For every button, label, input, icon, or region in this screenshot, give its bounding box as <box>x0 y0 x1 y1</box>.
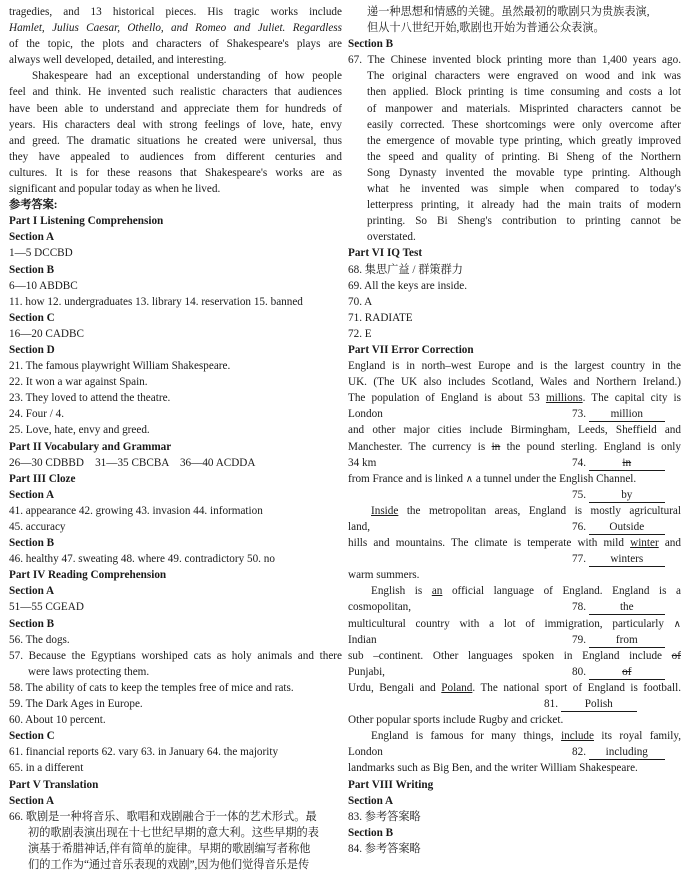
answer-line: 24. Four / 4. <box>9 408 65 421</box>
translation-line: The original characters were engraved on wood and ink was <box>367 70 681 83</box>
right-column <box>348 4 681 857</box>
correction-82: 82. including <box>572 744 665 760</box>
text-line: they have appealed to audiences from different centuries and <box>9 150 342 163</box>
passage-line: 34 km 74. in <box>348 455 681 471</box>
passage-line: cosmopolitan, 78. the <box>348 599 681 615</box>
translation-line: overstated. <box>367 231 416 244</box>
passage-line: Punjabi, 80. of <box>348 664 681 680</box>
part-heading: Part VI IQ Test <box>348 247 423 260</box>
text-line: Shakespeare had an exceptional understanding of how people <box>32 70 342 83</box>
passage-line: multicultural country with a lot of immigration, particularly ∧ <box>348 617 681 630</box>
answer-line: 57. Because the Egyptians worshiped cats as holy animals and there <box>9 649 342 662</box>
answer-line: 1—5 DCCBD <box>9 247 73 260</box>
error-word: winter <box>630 537 659 550</box>
part-heading: Part V Translation <box>9 778 99 791</box>
answer-line: 26—30 CDBBD 31—35 CBCBA 36—40 ACDDA <box>9 456 256 469</box>
answer-line: 72. E <box>348 327 372 340</box>
correction-81: 81. Polish <box>544 696 637 712</box>
passage-line: and other major cities include Birmingham, Leeds, Sheffield and <box>348 424 681 437</box>
section-heading: Section C <box>9 730 55 743</box>
translation-line: then applied. Block printing is time consuming and costs a lot <box>367 86 681 99</box>
translation-line: letterpress printing, it already had the main traits of modern <box>367 199 681 212</box>
section-heading: Section B <box>9 537 55 550</box>
passage-line: warm summers. <box>348 569 420 582</box>
passage-line: England is in north–west Europe and is the largest country in the <box>348 360 681 373</box>
passage-line: Other popular sports include Rugby and cricket. <box>348 714 564 727</box>
correction-78: 78. the <box>572 599 665 615</box>
answer-line: 23. They loved to attend the theatre. <box>9 392 171 405</box>
deleted-word: in <box>491 440 501 453</box>
answer-line: 56. The dogs. <box>9 633 70 646</box>
translation-line: Song Dynasty invented the movable type printing. Although <box>367 166 681 179</box>
section-heading: Section B <box>9 263 55 276</box>
answer-line: 69. All the keys are inside. <box>348 279 467 292</box>
correction-76: 76. Outside <box>572 519 665 535</box>
passage-line: hills and mountains. The climate is temperate with mild winter and <box>348 537 681 550</box>
error-word: an <box>431 585 443 598</box>
section-heading: Section C <box>9 311 55 324</box>
left-column <box>9 4 342 873</box>
text-line: have been able to understand and appreciate them for hundreds of <box>9 102 342 115</box>
text-line: significant and popular today as when he lived. <box>9 183 221 196</box>
text-line: always well developed, detailed, and interesting. <box>9 54 227 67</box>
translation-line: the emergence of movable type printing, which greatly improved <box>367 134 681 147</box>
correction-77: 77. winters <box>572 551 665 567</box>
correction-75: 75. by <box>572 487 665 503</box>
text-line: years. His characters deal with strong feelings of love, hate, envy <box>9 118 342 131</box>
answer-line: 61. financial reports 62. vary 63. in January 64. the majority <box>9 746 279 759</box>
answer-line: 22. It won a war against Spain. <box>9 376 148 389</box>
error-word: Inside <box>371 504 399 517</box>
section-heading: Section B <box>348 38 394 51</box>
insert-mark: ∧ <box>465 473 474 485</box>
error-word: Poland <box>441 681 473 694</box>
translation-line: printing. So Bi Sheng's contribution to printing cannot be <box>367 215 681 228</box>
translation-line: 演基于希腊神话,伴有简单的旋律。早期的歌剧编写者称他 <box>28 842 311 855</box>
answer-line: 83. 参考答案略 <box>348 810 421 823</box>
part-heading: Part I Listening Comprehension <box>9 215 164 228</box>
passage-line: England is famous for many things, include its royal family, <box>371 730 681 743</box>
passage-line: sub –continent. Other languages spoken in England include of <box>348 649 681 662</box>
section-heading: Section D <box>9 343 55 356</box>
text-line: Hamlet, Julius Caesar, Othello, and Romeo and Juliet. Regardless <box>9 22 342 35</box>
passage-line <box>348 551 681 567</box>
translation-line: 67. The Chinese invented block printing more than 1,400 years ago. <box>348 54 681 67</box>
passage-line: Inside the metropolitan areas, England is mostly agricultural <box>371 504 681 517</box>
answer-line: 59. The Dark Ages in Europe. <box>9 698 143 711</box>
passage-line: Urdu, Bengali and Poland. The national sport of England is football. <box>348 681 681 694</box>
passage-line: UK. (The UK also includes Scotland, Wales and Northern Ireland.) <box>348 376 681 389</box>
passage-line: London 82. including <box>348 744 681 760</box>
part-heading: Part IV Reading Comprehension <box>9 569 167 582</box>
text-line: cultures. It is for these reasons that Shakespeare's works are as <box>9 166 342 179</box>
answers-title: 参考答案: <box>9 199 58 212</box>
part-heading: Part VIII Writing <box>348 778 434 791</box>
error-word: include <box>561 730 594 743</box>
passage-line: English is an official language of England. England is a <box>371 585 681 598</box>
section-heading: Section A <box>9 794 55 807</box>
answer-line: 6—10 ABDBC <box>9 279 78 292</box>
passage-line: landmarks such as Big Ben, and the writer William Shakespeare. <box>348 762 638 775</box>
passage-line: The population of England is about 53 millions. The capital city is <box>348 392 681 405</box>
error-word: millions <box>545 392 583 405</box>
answer-line: 16—20 CADBC <box>9 327 84 340</box>
text-line: tragedies, and 13 historical pieces. His tragic works include <box>9 6 342 18</box>
answer-line: 21. The famous playwright William Shakespeare. <box>9 360 231 373</box>
answer-line: 51—55 CGEAD <box>9 601 84 614</box>
answer-line: 65. in a different <box>9 762 84 775</box>
answer-line: 70. A <box>348 295 373 308</box>
passage-line: from France and is linked ∧ a tunnel under the English Channel. <box>348 472 637 485</box>
text-line: and greed. The dramatic situations he created were universal, thus <box>9 134 342 147</box>
answer-line: 60. About 10 percent. <box>9 714 106 727</box>
correction-80: 80. of <box>572 664 665 680</box>
answer-line: were laws protecting them. <box>28 665 150 678</box>
translation-line: 初的歌剧表演出现在十七世纪早期的意大利。这些早期的表 <box>28 826 319 839</box>
translation-line: of manpower and materials. Misprinted characters cannot be <box>367 102 681 115</box>
passage-line: Manchester. The currency is in the pound sterling. England is only <box>348 440 681 453</box>
text-line: of the topic, the plots and characters of Shakespeare's plays are <box>9 38 342 51</box>
answer-line: 68. 集思广益 / 群策群力 <box>348 263 463 276</box>
answer-line: 45. accuracy <box>9 521 66 533</box>
passage-line: London 73. million <box>348 406 681 422</box>
answer-line: 84. 参考答案略 <box>348 842 421 855</box>
correction-73: 73. million <box>572 406 665 422</box>
part-heading: Part II Vocabulary and Grammar <box>9 440 172 453</box>
passage-line: land, 76. Outside <box>348 519 681 535</box>
translation-line: what he invented was simple when compared to today's <box>367 183 681 196</box>
translation-line: 但从十八世纪开始,歌剧也开始为普通公众表演。 <box>367 22 605 35</box>
translation-line: 们的工作为“通过音乐表现的戏剧”,因为他们觉得音乐是传 <box>28 858 310 871</box>
correction-74: 74. in <box>572 455 665 471</box>
passage-line <box>348 487 681 503</box>
part-heading: Part VII Error Correction <box>348 343 474 356</box>
translation-line: 递一种思想和情感的关键。虽然最初的歌剧只为贵族表演, <box>367 6 650 18</box>
section-heading: Section A <box>9 488 55 501</box>
translation-line: 66. 歌剧是一种将音乐、歌唱和戏剧融合于一体的艺术形式。最 <box>9 810 317 823</box>
answer-line: 58. The ability of cats to keep the temples free of mice and rats. <box>9 681 294 694</box>
answer-line: 25. Love, hate, envy and greed. <box>9 424 150 437</box>
answer-line: 41. appearance 42. growing 43. invasion 44. information <box>9 504 263 517</box>
section-heading: Section A <box>348 794 394 807</box>
answer-line: 11. how 12. undergraduates 13. library 14. reservation 15. banned <box>9 295 303 308</box>
text-line: feel and think. He invented such realistic characters that audiences <box>9 86 342 99</box>
section-heading: Section A <box>9 585 55 598</box>
translation-line: easily corrected. These shortcomings were only overcome after <box>367 118 681 131</box>
passage-line: Indian 79. from <box>348 632 681 648</box>
answer-line: 46. healthy 47. sweating 48. where 49. contradictory 50. no <box>9 553 275 566</box>
section-heading: Section B <box>348 826 394 839</box>
section-heading: Section B <box>9 617 55 630</box>
section-heading: Section A <box>9 231 55 244</box>
passage-line <box>348 696 681 712</box>
part-heading: Part III Cloze <box>9 472 76 485</box>
correction-79: 79. from <box>572 632 665 648</box>
translation-line: the speed and quality of printing. Bi Sheng of the Northern <box>367 150 681 163</box>
insert-mark: ∧ <box>673 618 681 630</box>
deleted-word: of <box>671 649 681 662</box>
answer-line: 71. RADIATE <box>348 311 413 324</box>
